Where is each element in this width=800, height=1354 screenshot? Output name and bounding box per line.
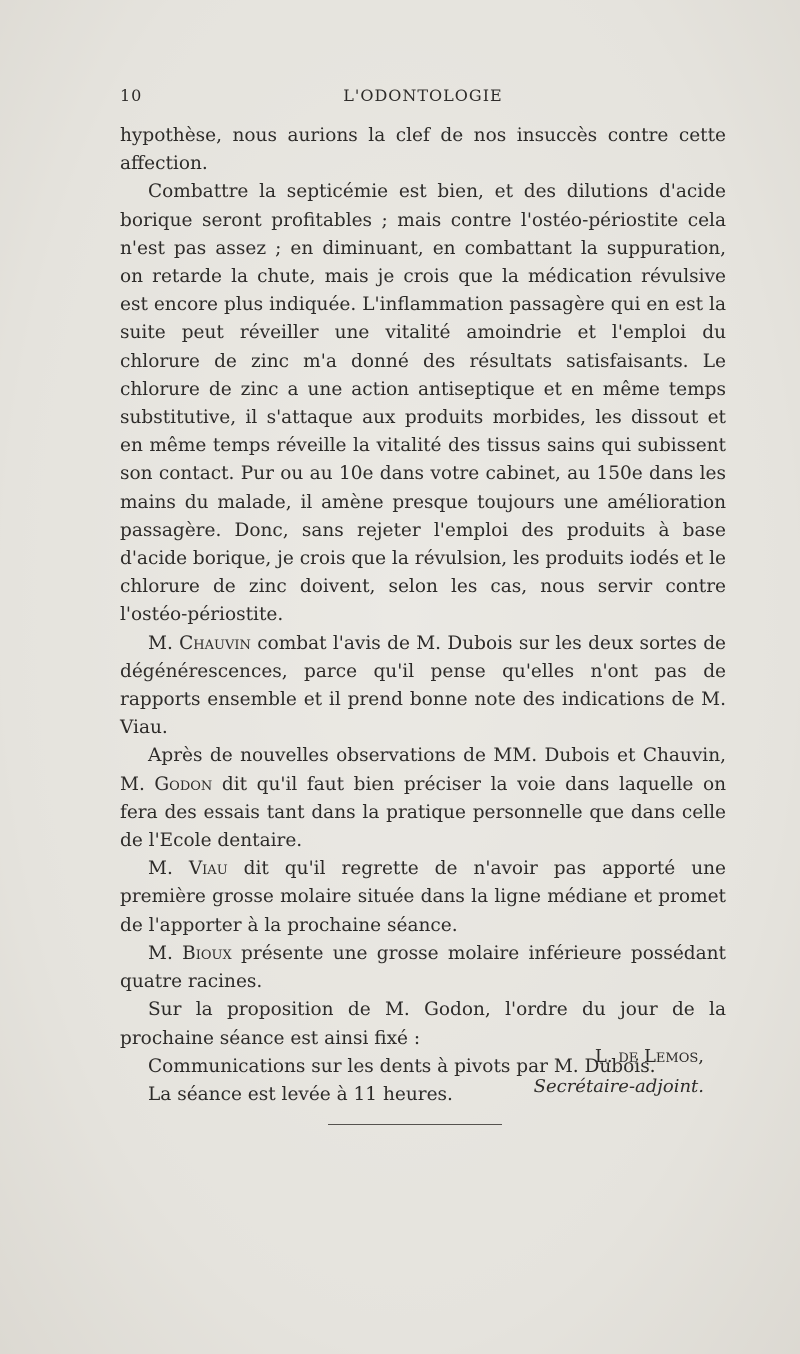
paragraph-agenda: Sur la proposition de M. Godon, l'ordre du jour de la prochaine séance est ainsi fixé : xyxy=(120,999,726,1049)
paragraph-godon-text-after: dit qu'il faut bien préciser la voie dans laquelle on fera des essais tant dans la pratique personnelle que dans celle de l'Ecole dentaire. xyxy=(120,773,726,852)
page-number: 10 xyxy=(120,86,143,105)
paragraph-communications: Communications sur les dents à pivots par M. Dubois. xyxy=(148,1055,656,1077)
paragraph-chauvin-text: combat l'avis de M. Dubois sur les deux sortes de dégénérescences, parce qu'il pense qu'elles n'ont pas de rapports ensemble et il prend bonne note des indications de M. Viau. xyxy=(120,632,726,739)
paragraph-bioux xyxy=(120,940,726,996)
speaker-name-viau: Viau xyxy=(188,858,228,880)
paragraph-bioux-text: présente une grosse molaire inférieure possédant quatre racines. xyxy=(120,942,726,993)
speaker-prefix: M. xyxy=(148,942,183,964)
signature-name: L. de Lemos, xyxy=(594,1046,704,1067)
signature-block xyxy=(534,1042,704,1102)
body-text xyxy=(120,122,726,1109)
signature-role: Secrétaire-adjoint. xyxy=(533,1076,704,1097)
closing-rule xyxy=(328,1124,502,1125)
speaker-name-bioux: Bioux xyxy=(182,942,232,964)
speaker-name-chauvin: Chauvin xyxy=(179,632,251,654)
speaker-prefix: M. xyxy=(148,858,189,880)
running-title: L'ODONTOLOGIE xyxy=(343,86,503,105)
paragraph-viau xyxy=(120,855,726,940)
paragraph-adjourned: La séance est levée à 11 heures. xyxy=(148,1083,453,1105)
speaker-name-godon: Godon xyxy=(154,773,213,795)
speaker-prefix: M. xyxy=(148,632,180,654)
paragraph-septicemia: Combattre la septicémie est bien, et des dilutions d'acide borique seront profitables ; mais contre l'ostéo-périostite cela n'est pas assez ; en diminuant, en combattant la suppuration, on retarde la chute, mais je crois que la médication révulsive est encore plus indiquée. L'inflammation passagère qui en est la suite peut réveiller une vitalité amoindrie et l'emploi du chlorure de zinc m'a donné des résultats satisfaisants. Le chlorure de zinc a une action antiseptique et en même temps substitutive, il s'attaque aux produits morbides, les dissout et en même temps réveille la vitalité des tissus sains qui subissent son contact. Pur ou au 10e dans votre cabinet, au 150e dans les mains du malade, il amène presque toujours une amélioration passagère. Donc, sans rejeter l'emploi des produits à base d'acide borique, je crois que la révulsion, les produits iodés et le chlorure de zinc doivent, selon les cas, nous servir contre l'ostéo-périostite. xyxy=(120,181,726,626)
paragraph-continued: hypothèse, nous aurions la clef de nos insuccès contre cette affection. xyxy=(120,125,726,175)
running-head xyxy=(120,86,726,108)
paragraph-viau-text: dit qu'il regrette de n'avoir pas apporté une première grosse molaire située dans la ligne médiane et promet de l'apporter à la prochaine séance. xyxy=(120,858,726,936)
paragraph-chauvin xyxy=(120,630,726,743)
paragraph-godon-text-before: Après de nouvelles observations de MM. Dubois et Chauvin, M. xyxy=(120,745,726,795)
paragraph-godon xyxy=(120,742,726,855)
